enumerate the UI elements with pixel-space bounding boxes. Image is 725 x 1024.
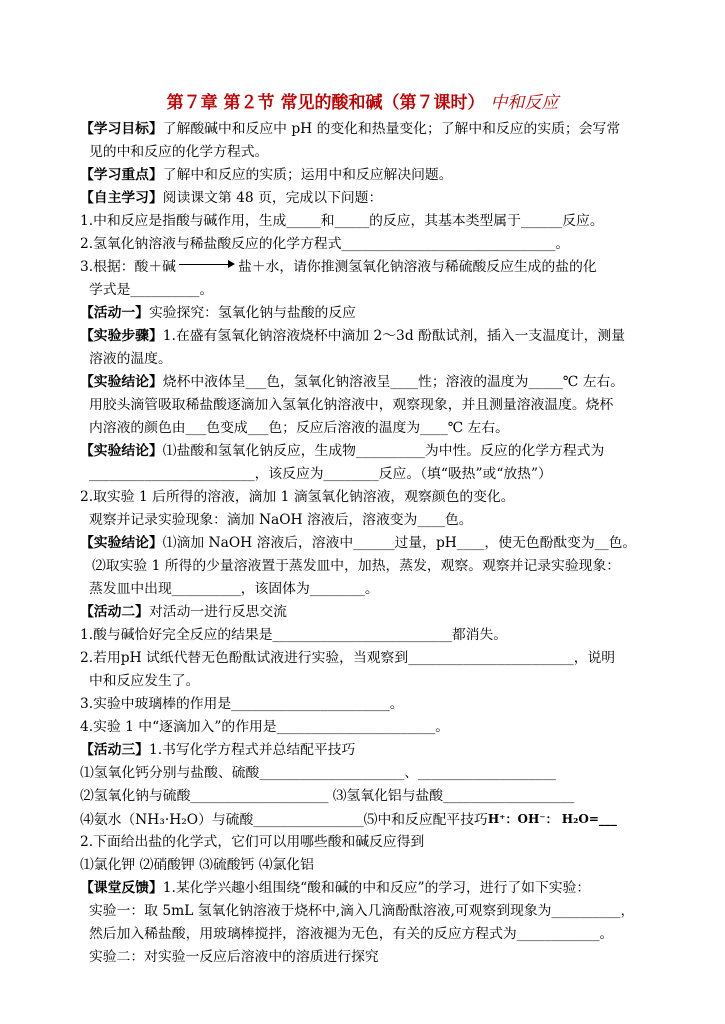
- line-text: 3.实验中玻璃棒的作用是_______________________。: [80, 696, 404, 712]
- text-line: [80, 831, 660, 853]
- line-text: ⑴滴加 NaOH 溶液后，溶液中______过量，pH____，使无色酚酞变为__色。: [162, 535, 637, 551]
- text-line: [89, 923, 669, 945]
- line-text: 中和反应发生了。: [89, 673, 200, 689]
- text-line: [89, 463, 669, 485]
- line-text: ⑴盐酸和氢氧化钠反应，生成物__________为中性。反应的化学方程式为: [162, 443, 605, 459]
- text-line: [80, 785, 660, 807]
- line-text: 实验一：取 5mL 氢氧化钠溶液于烧杯中,滴入几滴酚酞溶液,可观察到现象为__________，: [89, 903, 635, 919]
- text-line: [89, 946, 669, 968]
- text-line: [89, 141, 669, 163]
- title-sub: 中和反应: [490, 93, 559, 113]
- text-line: [80, 601, 660, 623]
- line-text: 对活动一进行反思交流: [148, 604, 287, 620]
- line-text: 1.书写化学方程式并总结配平技巧: [148, 742, 356, 758]
- text-line: [80, 739, 660, 761]
- reaction-arrow: [179, 259, 235, 269]
- text-line: [80, 256, 660, 278]
- text-line: [89, 348, 669, 370]
- balancing-tip: H⁺：OH⁻： H₂O=___: [487, 812, 617, 826]
- line-text: ⑴氢氧化钙分别与盐酸、硫酸_____________________、____________________: [80, 765, 556, 781]
- section-heading: 【实验结论】: [80, 374, 163, 390]
- text-line: [80, 877, 660, 899]
- line-text: ________________________，该反应为________反应。（填“吸热”或“放热”）: [89, 466, 552, 482]
- text-line: [80, 233, 660, 255]
- text-line: [89, 900, 669, 922]
- line-text: 了解酸碱中和反应中 pH 的变化和热量变化；了解中和反应的实质；会写常: [162, 121, 621, 137]
- line-text: ⑵氢氧化钠与硫酸____________________ ⑶氢氧化铝与盐酸___________________: [80, 788, 575, 804]
- section-heading: 【活动三】: [80, 742, 149, 758]
- text-line: [80, 532, 660, 554]
- text-line: [80, 647, 660, 669]
- section-heading: 【实验步骤】: [80, 328, 163, 344]
- text-line: [80, 854, 660, 876]
- line-text: 2.氢氧化钠溶液与稀盐酸反应的化学方程式_______________________________。: [80, 236, 570, 252]
- section-heading: 【学习重点】: [80, 167, 163, 183]
- line-text: 学式是__________。: [89, 282, 214, 298]
- text-line: [89, 509, 669, 531]
- line-text: ⑷氨水（NH₃·H₂O）与硫酸________________⑸中和反应配平技巧: [80, 812, 488, 828]
- text-line: [80, 808, 660, 831]
- line-text: 蒸发皿中出现__________，该固体为________。: [89, 581, 379, 597]
- line-text: 1.中和反应是指酸与碱作用，生成_____和_____的反应，其基本类型属于______反应。: [80, 213, 604, 229]
- line-text: 2.下面给出盐的化学式，它们可以用哪些酸和碱反应得到: [80, 834, 425, 850]
- line-text: 4.实验 1 中“逐滴加入”的作用是_______________________。: [80, 719, 450, 735]
- line-text: 溶液的温度。: [89, 351, 172, 367]
- text-line: [92, 555, 672, 577]
- line-text: 1.某化学兴趣小组围绕“酸和碱的中和反应”的学习，进行了如下实验：: [162, 880, 591, 896]
- line-text: 内溶液的颜色由___色变成___色；反应后溶液的温度为____℃ 左右。: [89, 420, 509, 436]
- line-text: 然后加入稀盐酸，用玻璃棒搅拌，溶液褪为无色，有关的反应方程式为____________。: [89, 926, 614, 942]
- text-line: [80, 486, 660, 508]
- line-text: 3.根据：酸＋碱: [80, 259, 176, 275]
- line-text: 盐＋水，请你推测氢氧化钠溶液与稀硫酸反应生成的盐的化: [237, 259, 597, 275]
- text-line: [80, 693, 660, 715]
- section-heading: 【实验结论】: [80, 443, 163, 459]
- text-line: [89, 670, 669, 692]
- line-text: 实验探究：氢氧化钠与盐酸的反应: [148, 305, 356, 321]
- text-line: [80, 302, 660, 324]
- section-heading: 【活动二】: [80, 604, 149, 620]
- text-line: [80, 164, 660, 186]
- text-line: [80, 371, 660, 393]
- line-text: ⑵取实验 1 所得的少量溶液置于蒸发皿中，加热，蒸发，观察。观察并记录实验现象：: [92, 558, 621, 574]
- page-title: [0, 88, 725, 113]
- text-line: [80, 624, 660, 646]
- text-line: [80, 440, 660, 462]
- section-heading: 【自主学习】: [80, 190, 163, 206]
- text-line: [80, 210, 660, 232]
- line-text: 2.若用pH 试纸代替无色酚酞试液进行实验，当观察到________________________，说明: [80, 650, 616, 666]
- text-line: [89, 417, 669, 439]
- line-text: 用胶头滴管吸取稀盐酸逐滴加入氢氧化钠溶液中，观察现象，并且测量溶液温度。烧杯: [89, 397, 614, 413]
- text-line: [80, 762, 660, 784]
- line-text: 阅读课文第 48 页，完成以下问题：: [162, 190, 383, 206]
- text-line: [80, 325, 660, 347]
- line-text: 见的中和反应的化学方程式。: [89, 144, 269, 160]
- line-text: 实验二：对实验一反应后溶液中的溶质进行探究: [89, 949, 379, 965]
- text-line: [89, 578, 669, 600]
- line-text: 烧杯中液体呈___色，氢氧化钠溶液呈____性；溶液的温度为_____℃ 左右。: [162, 374, 625, 390]
- text-line: [80, 187, 660, 209]
- section-heading: 【活动一】: [80, 305, 149, 321]
- section-heading: 【实验结论】: [80, 535, 163, 551]
- section-heading: 【课堂反馈】: [80, 880, 163, 896]
- line-text: 1.在盛有氢氧化钠溶液烧杯中滴加 2～3d 酚酞试剂，插入一支温度计，测量: [162, 328, 626, 344]
- line-text: 了解中和反应的实质；运用中和反应解决问题。: [162, 167, 453, 183]
- text-line: [80, 118, 660, 140]
- text-line: [89, 279, 669, 301]
- line-text: ⑴氯化钾 ⑵硝酸钾 ⑶硫酸钙 ⑷氯化铝: [80, 857, 314, 873]
- text-line: [80, 716, 660, 738]
- title-main: 第７章 第２节 常见的酸和碱（第７课时）: [166, 93, 485, 113]
- line-text: 2.取实验 1 后所得的溶液，滴加 1 滴氢氧化钠溶液，观察颜色的变化。: [80, 489, 515, 505]
- text-line: [89, 394, 669, 416]
- section-heading: 【学习目标】: [80, 121, 163, 137]
- line-text: 观察并记录实验现象：滴加 NaOH 溶液后，溶液变为____色。: [89, 512, 473, 528]
- line-text: 1.酸与碱恰好完全反应的结果是__________________________都消失。: [80, 627, 508, 643]
